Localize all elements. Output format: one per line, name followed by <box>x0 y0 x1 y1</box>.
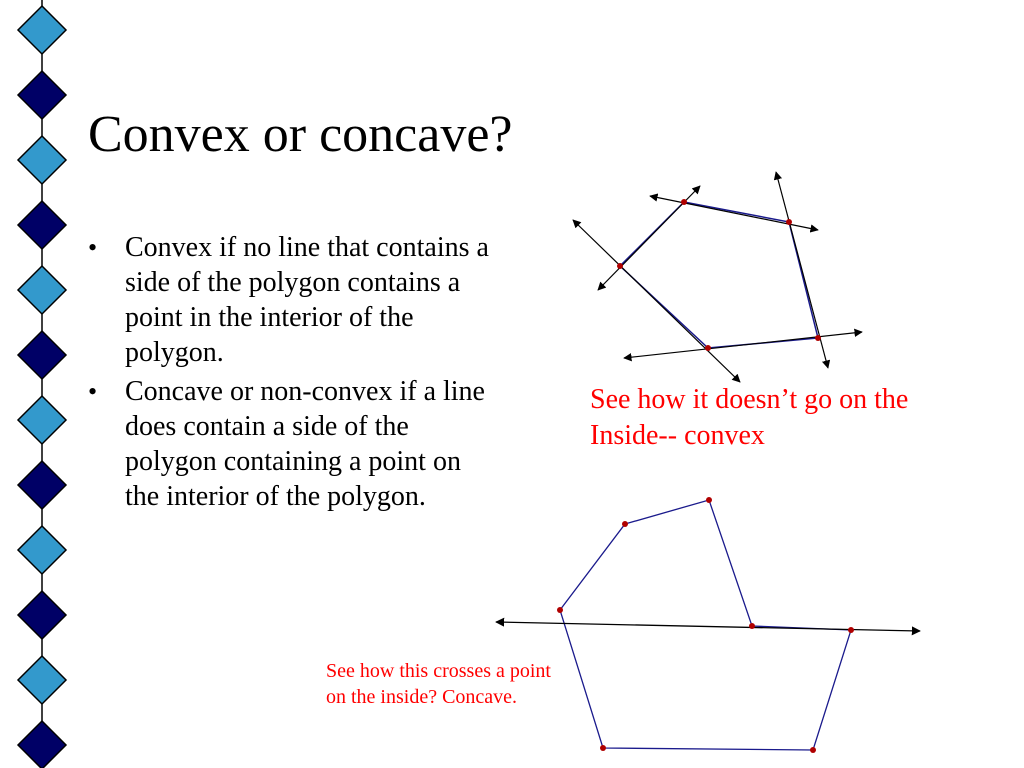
concave-polygon <box>560 500 851 750</box>
bullet-text-concave: Concave or non-convex if a line does contain a side of the polygon containing a point on the interior of the polygon. <box>125 376 485 512</box>
concave-vertex <box>848 627 854 633</box>
concave-vertex <box>706 497 712 503</box>
bullet-icon: • <box>88 377 98 406</box>
concave-vertex <box>557 607 563 613</box>
slide-title: Convex or concave? <box>88 106 513 163</box>
concave-note: See how this crosses a point on the inside? Concave. <box>326 660 551 708</box>
concave-vertex <box>749 623 755 629</box>
convex-note: See how it doesn’t go on the Inside-- convex <box>590 384 909 451</box>
concave-vertex <box>810 747 816 753</box>
concave-side-line <box>496 622 920 631</box>
bullet-text-convex: Convex if no line that contains a side of the polygon contains a point in the interior of the polygon. <box>125 232 489 368</box>
concave-vertex <box>622 521 628 527</box>
concave-vertex <box>600 745 606 751</box>
bullet-icon: • <box>88 233 98 262</box>
